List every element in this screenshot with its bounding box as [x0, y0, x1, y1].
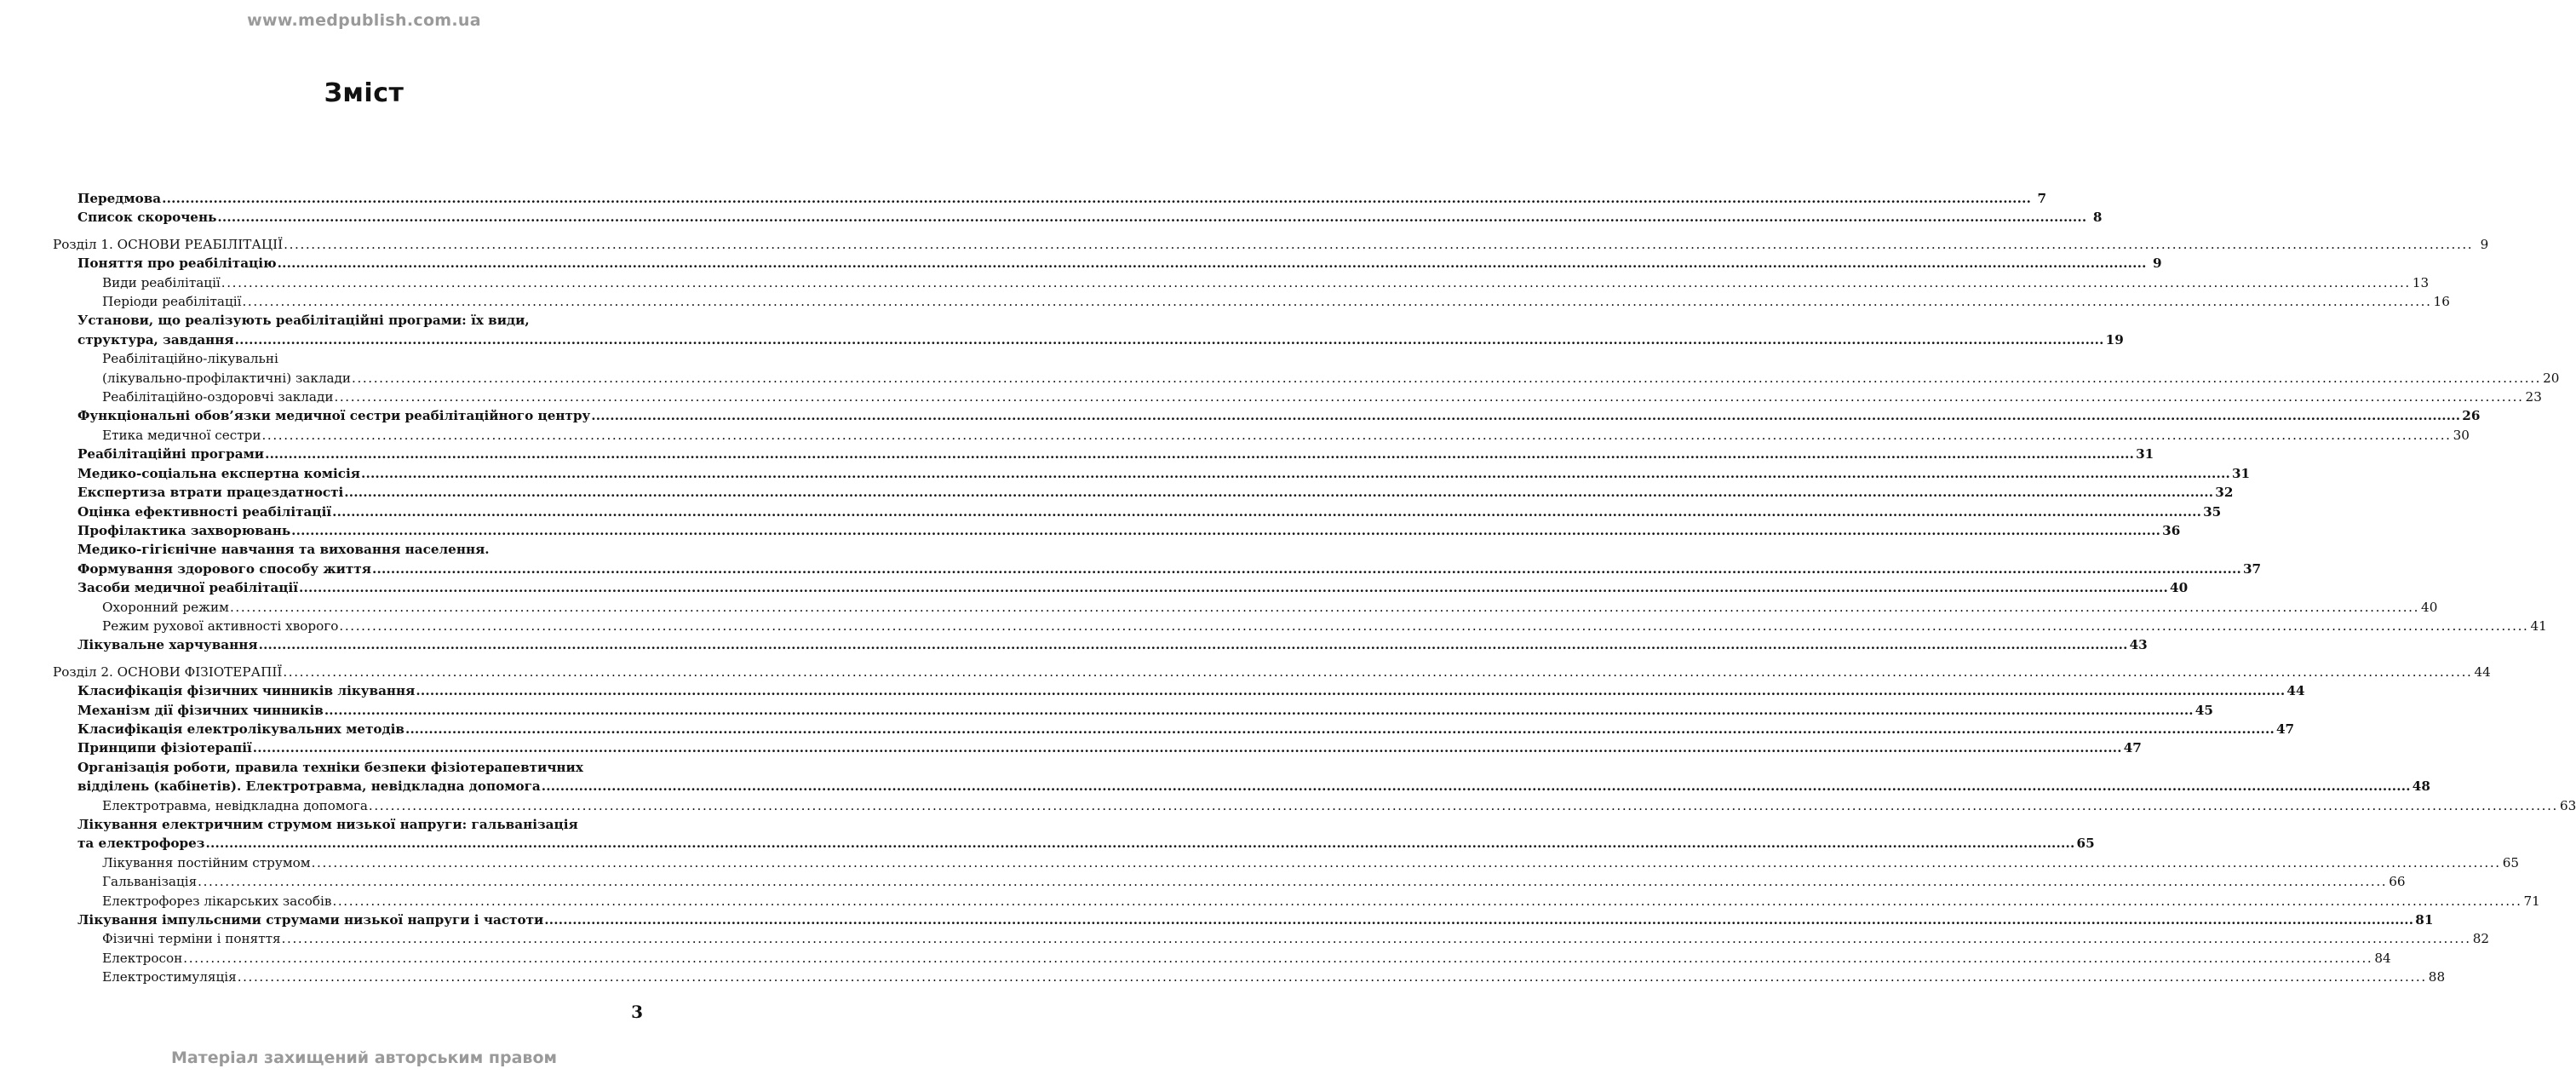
toc-page-number: 41 — [2530, 618, 2547, 634]
dot-leader: ................................................................................................................................................................................................................................................................................................................................................................................................................ — [332, 893, 2522, 909]
toc-entry-title: відділень (кабінетів). Електротравма, невідкладна допомога — [77, 778, 541, 795]
toc-entry-title: Електросон — [102, 950, 183, 966]
dot-leader: ................................................................................................................................................................................................................................................................................................................................................................................................................ — [205, 836, 2075, 852]
toc-entry[interactable] — [0, 892, 2540, 911]
toc-entry[interactable] — [0, 426, 2470, 445]
toc-entry-title-line: Лікування електричним струмом низької напруги: гальванізація — [77, 817, 578, 832]
toc-entry[interactable] — [0, 681, 2305, 700]
dot-leader: ................................................................................................................................................................................................................................................................................................................................................................................................................ — [162, 191, 2032, 206]
dot-leader: ................................................................................................................................................................................................................................................................................................................................................................................................................ — [265, 446, 2135, 462]
toc-entry-title: Функціональні обов’язки медичної сестри реабілітаційного центру — [77, 408, 591, 424]
toc-entry-title: Засоби медичної реабілітації — [77, 580, 299, 596]
toc-entry[interactable] — [0, 815, 2095, 853]
toc-entry-title: Класифікація електролікувальних методів — [77, 721, 404, 737]
toc-page-number: 40 — [2421, 599, 2438, 615]
toc-entry-title: Реабілітаційні програми — [77, 446, 265, 462]
toc-entry[interactable] — [0, 578, 2189, 597]
toc-page-number: 44 — [2474, 664, 2491, 680]
dot-leader: ................................................................................................................................................................................................................................................................................................................................................................................................................ — [198, 874, 2388, 890]
toc-page-number: 32 — [2215, 485, 2234, 501]
toc-page-number: 20 — [2543, 370, 2560, 386]
toc-entry[interactable] — [0, 598, 2438, 617]
toc-entry[interactable] — [0, 208, 2103, 227]
toc-entry[interactable] — [0, 929, 2490, 948]
toc-page-number: 40 — [2170, 580, 2189, 596]
toc-entry[interactable] — [0, 273, 2430, 292]
toc-entry[interactable] — [0, 738, 2142, 757]
toc-entry[interactable] — [0, 235, 2489, 254]
toc-entry-title: Принципи фізіотерапії — [77, 740, 252, 756]
toc-entry[interactable] — [0, 311, 2124, 349]
toc-entry[interactable] — [0, 540, 2262, 578]
dot-leader: ................................................................................................................................................................................................................................................................................................................................................................................................................ — [360, 465, 2230, 481]
toc-group-front — [0, 189, 2103, 227]
toc-page-number: 19 — [2105, 331, 2124, 348]
toc-entry-title: Поняття про реабілітацію — [77, 256, 277, 272]
toc-entry-title: Лікування імпульсними струмами низької напруги і частоти — [77, 912, 544, 928]
toc-page-number: 66 — [2389, 874, 2406, 890]
toc-entry-title: Охоронний режим — [102, 599, 229, 615]
toc-page-number: 82 — [2472, 931, 2490, 947]
dot-leader: ................................................................................................................................................................................................................................................................................................................................................................................................................ — [591, 408, 2461, 424]
toc-entry[interactable] — [0, 464, 2251, 483]
toc-entry-title: Розділ 1. ОСНОВИ РЕАБІЛІТАЦІЇ — [53, 236, 284, 252]
dot-leader: ................................................................................................................................................................................................................................................................................................................................................................................................................ — [416, 683, 2286, 699]
page-number: 3 — [631, 1002, 643, 1022]
toc-entry-title: Оцінка ефективності реабілітації — [77, 503, 332, 520]
toc-page-number: 35 — [2203, 503, 2222, 520]
toc-entry-title: Електрофорез лікарських засобів — [102, 893, 332, 909]
dot-leader: ................................................................................................................................................................................................................................................................................................................................................................................................................ — [237, 969, 2427, 985]
toc-page-number: 36 — [2162, 522, 2181, 538]
toc-page-number: 65 — [2502, 854, 2520, 870]
dot-leader: ................................................................................................................................................................................................................................................................................................................................................................................................................ — [281, 931, 2471, 947]
dot-leader: ................................................................................................................................................................................................................................................................................................................................................................................................................ — [404, 721, 2275, 737]
toc-entry-title: Лікувальне харчування — [77, 637, 258, 653]
toc-page-number: 81 — [2415, 912, 2434, 928]
toc-entry[interactable] — [0, 617, 2547, 635]
toc-page-number: 31 — [2136, 446, 2154, 462]
toc-entry-title: Лікування постійним струмом — [102, 854, 311, 870]
toc-page-number: 45 — [2194, 702, 2213, 718]
dot-leader: ................................................................................................................................................................................................................................................................................................................................................................................................................ — [299, 580, 2169, 596]
dot-leader: ................................................................................................................................................................................................................................................................................................................................................................................................................ — [252, 740, 2122, 756]
dot-leader: ................................................................................................................................................................................................................................................................................................................................................................................................................ — [261, 427, 2452, 443]
toc-entry-title: Етика медичної сестри — [102, 427, 261, 443]
toc-entry-title: Профілактика захворювань — [77, 522, 291, 538]
dot-leader: ................................................................................................................................................................................................................................................................................................................................................................................................................ — [544, 912, 2414, 928]
toc-entry[interactable] — [0, 349, 2560, 388]
toc-page-number: 13 — [2412, 274, 2430, 290]
toc-entry-title-line: Організація роботи, правила техніки безпеки фізіотерапевтичних — [77, 759, 583, 775]
header-url: www.medpublish.com.ua — [247, 11, 481, 30]
toc-entry-title: Передмова — [77, 191, 162, 206]
toc-page-number: 31 — [2231, 465, 2251, 481]
dot-leader: ................................................................................................................................................................................................................................................................................................................................................................................................................ — [258, 637, 2128, 653]
toc-entry-title: Механізм дії фізичних чинників — [77, 702, 324, 718]
dot-leader: ................................................................................................................................................................................................................................................................................................................................................................................................................ — [334, 389, 2524, 405]
toc-page-number: 23 — [2525, 389, 2542, 405]
toc-entry-title: (лікувально-профілактичні) заклади — [102, 370, 352, 386]
toc-entry[interactable] — [0, 758, 2430, 796]
toc-page-number: 37 — [2242, 560, 2262, 577]
dot-leader: ................................................................................................................................................................................................................................................................................................................................................................................................................ — [221, 274, 2411, 290]
toc-page-number: 71 — [2523, 893, 2540, 909]
toc-page-number: 16 — [2433, 294, 2450, 310]
toc-entry[interactable] — [0, 292, 2450, 311]
dot-leader: ................................................................................................................................................................................................................................................................................................................................................................................................................ — [277, 256, 2147, 272]
toc-entry[interactable] — [0, 388, 2542, 406]
dot-leader: ................................................................................................................................................................................................................................................................................................................................................................................................................ — [311, 854, 2501, 870]
dot-leader: ................................................................................................................................................................................................................................................................................................................................................................................................................ — [368, 797, 2558, 813]
dot-leader: ................................................................................................................................................................................................................................................................................................................................................................................................................ — [344, 485, 2214, 501]
toc-group-part2 — [0, 663, 2576, 987]
dot-leader: ................................................................................................................................................................................................................................................................................................................................................................................................................ — [324, 702, 2194, 718]
toc-entry[interactable] — [0, 949, 2391, 968]
toc-entry-title: Експертиза втрати працездатності — [77, 485, 344, 501]
dot-leader: ................................................................................................................................................................................................................................................................................................................................................................................................................ — [183, 950, 2373, 966]
toc-page-number: 47 — [2275, 721, 2295, 737]
page-title: Зміст — [324, 78, 404, 108]
toc-entry-title: Розділ 2. ОСНОВИ ФІЗІОТЕРАПІЇ — [53, 664, 283, 680]
toc-group-part1 — [0, 235, 2560, 655]
toc-entry-title: Електротравма, невідкладна допомога — [102, 797, 368, 813]
dot-leader: ................................................................................................................................................................................................................................................................................................................................................................................................................ — [283, 664, 2473, 680]
toc-entry-title-line: Медико-гігієнічне навчання та виховання населення. — [77, 542, 490, 558]
toc-page-number: 48 — [2412, 778, 2430, 795]
toc-entry[interactable] — [0, 189, 2047, 208]
toc-page-number: 8 — [2092, 210, 2103, 226]
toc-entry-title: Види реабілітації — [102, 274, 221, 290]
toc-entry[interactable] — [0, 483, 2234, 502]
toc-entry[interactable] — [0, 701, 2213, 720]
toc-entry[interactable] — [0, 254, 2162, 273]
dot-leader: ................................................................................................................................................................................................................................................................................................................................................................................................................ — [242, 294, 2432, 310]
toc-entry-title: Фізичні терміни і поняття — [102, 931, 281, 947]
table-of-contents — [0, 189, 2576, 987]
dot-leader: ................................................................................................................................................................................................................................................................................................................................................................................................................ — [217, 210, 2087, 226]
toc-entry-title: Електростимуляція — [102, 969, 237, 985]
toc-entry-title: Список скорочень — [77, 210, 217, 226]
toc-entry-title: Реабілітаційно-оздоровчі заклади — [102, 389, 334, 405]
toc-entry-title: Режим рухової активності хворого — [102, 618, 339, 634]
toc-entry-title: Гальванізація — [102, 874, 198, 890]
toc-entry[interactable] — [0, 853, 2520, 872]
toc-page-number: 9 — [2480, 236, 2489, 252]
copyright-notice: Матеріал захищений авторським правом — [170, 1048, 558, 1067]
toc-entry-title: та електрофорез — [77, 836, 205, 852]
toc-entry[interactable] — [0, 968, 2446, 986]
toc-page-number: 30 — [2453, 427, 2470, 443]
toc-page-number: 9 — [2153, 256, 2162, 272]
toc-page-number: 65 — [2076, 836, 2095, 852]
dot-leader: ................................................................................................................................................................................................................................................................................................................................................................................................................ — [339, 618, 2529, 634]
toc-entry[interactable] — [0, 445, 2154, 463]
toc-page-number: 7 — [2037, 191, 2047, 206]
dot-leader: ................................................................................................................................................................................................................................................................................................................................................................................................................ — [371, 560, 2241, 577]
dot-leader: ................................................................................................................................................................................................................................................................................................................................................................................................................ — [284, 236, 2474, 252]
toc-entry[interactable] — [0, 872, 2406, 891]
dot-leader: ................................................................................................................................................................................................................................................................................................................................................................................................................ — [541, 778, 2411, 795]
toc-page-number: 84 — [2374, 950, 2391, 966]
toc-entry[interactable] — [0, 503, 2222, 521]
toc-entry[interactable] — [0, 635, 2148, 654]
toc-page-number: 44 — [2286, 683, 2305, 699]
toc-entry[interactable] — [0, 796, 2576, 815]
toc-entry-title-line: Установи, що реалізують реабілітаційні програми: їх види, — [77, 313, 530, 329]
toc-entry-title-line: Реабілітаційно-лікувальні — [102, 351, 278, 367]
toc-page-number: 88 — [2428, 969, 2446, 985]
toc-entry-title: Класифікація фізичних чинників лікування — [77, 683, 416, 699]
toc-entry-title: Формування здорового способу життя — [77, 560, 371, 577]
toc-page-number: 63 — [2559, 797, 2576, 813]
dot-leader: ................................................................................................................................................................................................................................................................................................................................................................................................................ — [229, 599, 2420, 615]
toc-entry-title: структура, завдання — [77, 331, 234, 348]
dot-leader: ................................................................................................................................................................................................................................................................................................................................................................................................................ — [352, 370, 2542, 386]
toc-page-number: 26 — [2462, 408, 2481, 424]
toc-entry[interactable] — [0, 521, 2181, 540]
toc-entry[interactable] — [0, 720, 2295, 738]
toc-entry[interactable] — [0, 911, 2434, 929]
toc-entry-title: Періоди реабілітації — [102, 294, 242, 310]
toc-entry[interactable] — [0, 406, 2481, 425]
dot-leader: ................................................................................................................................................................................................................................................................................................................................................................................................................ — [291, 522, 2161, 538]
dot-leader: ................................................................................................................................................................................................................................................................................................................................................................................................................ — [332, 503, 2202, 520]
dot-leader: ................................................................................................................................................................................................................................................................................................................................................................................................................ — [234, 331, 2104, 348]
toc-page-number: 47 — [2123, 740, 2142, 756]
toc-page-number: 43 — [2129, 637, 2148, 653]
toc-entry[interactable] — [0, 663, 2491, 681]
toc-entry-title: Медико-соціальна експертна комісія — [77, 465, 360, 481]
